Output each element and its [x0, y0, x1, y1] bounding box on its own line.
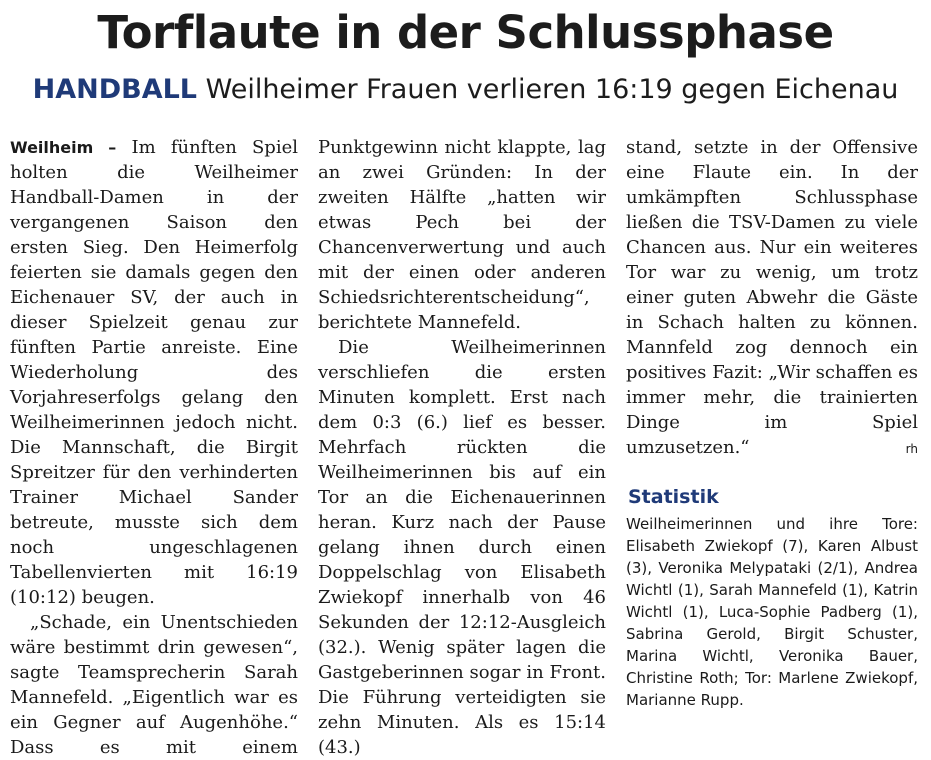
paragraph: Die Weilheimerinnen verschliefen die ersten Minuten komplett. Erst nach dem 0:3 (6.) lief es besser. Mehrfach rückten die Weilheimerinnen bis auf ein Tor an die Eichenauerinnen heran. Kurz nach der Pause gelang ihnen durch einen Doppelschlag von Elisabeth Zwiekopf innerhalb von 46 Sekunden der 12:12-Ausgleich (32.). Wenig später lagen die Gastgeberinnen sogar in Front. Die Führung verteidigten sie zehn Minuten. Als es 15:14 (43.): [318, 337, 606, 758]
paragraph: [10, 135, 298, 610]
article-column-3: [626, 135, 918, 462]
author-byline: rh: [905, 442, 918, 456]
headline: Torflaute in der Schlussphase: [97, 6, 834, 59]
paragraph-end: umzusetzen.“: [626, 437, 750, 458]
article-column-1: [10, 135, 298, 760]
statistik-heading: Statistik: [628, 486, 719, 508]
paragraph: „Schade, ein Unentschieden wäre bestimmt drin gewesen“, sagte Teamsprecherin Sarah Mannefeld. „Eigentlich war es ein Gegner auf Augenhöhe.“ Dass es mit einem: [10, 612, 298, 758]
kicker: HANDBALL: [32, 74, 197, 105]
paragraph: stand, setzte in der Offensive eine Flaute ein. In der umkämpften Schlussphase ließen die TSV-Damen zu viele Chancen aus. Nur ein weiteres Tor war zu wenig, um trotz einer guten Abwehr die Gäste in Schach halten zu können. Mannfeld zog dennoch ein positives Fazit: „Wir schaffen es immer mehr, die trainierten Dinge im Spiel: [626, 137, 918, 433]
subheadline: Weilheimer Frauen verlieren 16:19 gegen Eichenau: [205, 74, 899, 105]
paragraph-text: Im fünften Spiel holten die Weilheimer Handball-Damen in der vergangenen Saison den ersten Sieg. Den Heimerfolg feierten sie damals gegen den Eichenauer SV, der auch in dieser Spielzeit genau zur fünften Partie anreiste. Eine Wiederholung des Vorjahreserfolgs gelang den Weilheimerinnen jedoch nicht. Die Mannschaft, die Birgit Spreitzer für den verhinderten Trainer Michael Sander betreute, musste sich dem noch ungeschlagenen Tabellenvierten mit 16:19 (10:12) beugen.: [10, 137, 298, 608]
subheadline-row: [0, 74, 931, 105]
paragraph: Punktgewinn nicht klappte, lag an zwei Gründen: In der zweiten Hälfte „hatten wir etwas Pech bei der Chancenverwertung und auch mit der einen oder anderen Schiedsrichterentscheidung“, berichtete Mannefeld.: [318, 137, 606, 333]
dateline: Weilheim –: [10, 138, 117, 157]
statistik-body: Weilheimerinnen und ihre Tore: Elisabeth Zwiekopf (7), Karen Albust (3), Veronika Melypataki (2/1), Andrea Wichtl (1), Sarah Mannefeld (1), Katrin Wichtl (1), Luca-Sophie Padberg (1), Sabrina Gerold, Birgit Schuster, Marina Wichtl, Veronika Bauer, Christine Roth; Tor: Marlene Zwiekopf, Marianne Rupp.: [626, 515, 918, 709]
article-column-2: [318, 135, 606, 760]
closing-line: [626, 435, 918, 462]
